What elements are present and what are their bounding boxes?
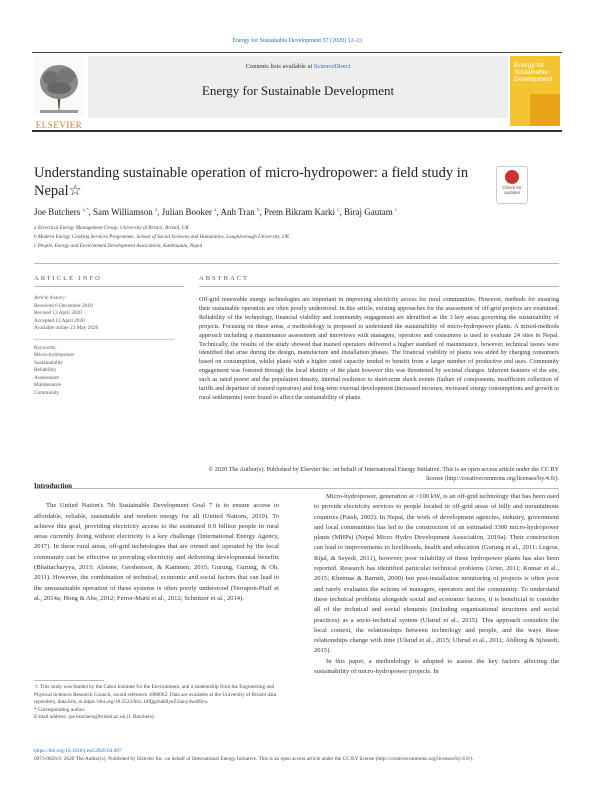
email-footnote[interactable]: E-mail address: joe.butchers@bristol.ac.uk (J. Butchers). (34, 714, 155, 721)
check-for-updates-badge[interactable] (496, 166, 528, 204)
body-paragraph: The United Nation's 7th Sustainable Development Goal 7 is to ensure access to affordable, reliable, sustainable and modern energy for all (United Nations, 2019). To achieve this goal, providing electricity access to the estimated 0.9 billion people in rural areas currently living without electricity is a key challenge (International Energy Agency, 2017). In these rural areas, off-grid technologies that are owned and operated by the local community can be effective in providing electricity and delivering developmental benefits (Bhattacharyya, 2013; Alstone, Gershenson, & Kammen, 2015; Gurung, Gurung, & Oh, 2011). However, the combination of technical, economic and social factors that can lead to the unsustainable operation of these systems is often poorly understood (Terrapon-Pfaff et al., 2014a; Hong & Abe, 2012; Ferrer-Martí et al., 2012; Schnitzer et al., 2014). (34, 502, 279, 602)
keyword: Reliability (34, 367, 57, 373)
contents-prefix: Contents lists available at (245, 63, 314, 70)
contents-line (88, 63, 508, 70)
author-affiliation-mark[interactable]: c (337, 208, 340, 213)
section-divider (34, 263, 559, 264)
affiliation-line: a Electrical Energy Management Group, University of Bristol, Bristol, UK (34, 225, 189, 231)
check-updates-label: Check for updates (502, 185, 522, 195)
history-label: Article history: (34, 295, 67, 301)
abstract-heading: ABSTRACT (199, 275, 249, 282)
author-affiliation-mark[interactable]: a (154, 208, 158, 213)
keywords-label: Keywords: (34, 344, 57, 351)
bottom-info (34, 748, 564, 764)
introduction-heading: Introduction (34, 482, 72, 490)
keyword: Maintenance (34, 382, 62, 388)
corresponding-footnote: * Corresponding author. (34, 706, 86, 713)
history-item: Received 6 December 2019 (34, 302, 93, 309)
author-name[interactable]: Prem Bikram Karki (263, 207, 335, 217)
body-right-column (314, 492, 559, 677)
body-paragraph: Micro-hydropower, generation at <100 kW, is an off-grid technology that has been used to provide electricity services to people located in off-grid areas of hilly and mountainous countries (Paish, 2002). In Nepal, the work of development agencies, industry, government and local communities has led to the construction of an estimated 3300 micro-hydropower plants (MHPs) (Nepal Micro Hydro Development Association, 2019a). Their construction can lead to improvements to livelihoods, health and education (Gurung et al., 2011; Legros, Rijal, & Seyedi, 2011), however, poor reliability of these hydropower plants has also been reported. Research has identified particular technical problems (Arter, 2011; Kumar et al., 2015; Khennas & Barnett, 2000) but post-installation monitoring of projects is often poor and rarely evaluates the actions of managers, operators and the community. To understand these technical problems alongside social and economic factors, it is beneficial to consider all of the technical and social elements (including organisational structures and social practices) as a socio-technical system (Ulsrud et al., 2015). This approach considers the local context, the relationships between technology and people, and the ways these relationships change with time (Ulsrud et al., 2015; Ulsrud et al., 2011; Ahlborg & Sjöstedt, 2015). (314, 493, 559, 655)
keyword: Community (34, 389, 60, 396)
article-info-panel (34, 295, 174, 397)
journal-title[interactable]: Energy for Sustainable Development (201, 83, 395, 98)
journal-cover-image (530, 94, 560, 126)
author-affiliation-mark[interactable]: c (394, 208, 398, 213)
affiliation-line: b Modern Energy Cooking Services Programme, School of Social Sciences and Humanities, Loughborough University, UK (34, 234, 290, 240)
body-left-column (34, 481, 279, 604)
sciencedirect-link[interactable]: ScienceDirect (313, 63, 351, 70)
abstract-rule (199, 286, 559, 287)
keyword: Assessment (34, 374, 60, 381)
keyword: Sustainability (34, 359, 64, 366)
author-list: Joe Butchers $^{a,*}$, Sam Williamson $^a$, Julian Booker $^a$, Anh Tran $^b$, Prem Bikram Karki $^c$, Biraj Gautam $^c$ (34, 207, 398, 217)
history-item: Accepted 13 April 2020 (34, 317, 85, 324)
author-affiliation-mark[interactable]: a (214, 208, 217, 213)
author-affiliation-mark[interactable]: b (256, 208, 260, 213)
footnote-rule (34, 680, 104, 681)
author-name[interactable]: Julian Booker (161, 207, 212, 217)
author-name[interactable]: Sam Williamson (92, 207, 153, 217)
doi-link[interactable]: https://doi.org/10.1016/j.esd.2020.04.007 (34, 748, 122, 754)
elsevier-wordmark: ELSEVIER (35, 120, 83, 130)
affiliation-line: c People, Energy and Environment Development Association, Kathmandu, Nepal (34, 243, 203, 249)
footnotes (34, 684, 279, 722)
check-updates-icon (505, 170, 519, 184)
article-title: Understanding sustainable operation of micro-hydropower: a field study in Nepal☆ (34, 165, 469, 199)
elsevier-tree-logo (34, 56, 84, 128)
journal-reference[interactable]: Energy for Sustainable Development 57 (2020) 12–21 (232, 38, 363, 44)
funding-footnote: ☆ This study was funded by the Cabot Institute for the Environment, and a studentship from the Engineering and Physical Sciences Research Council, award reference 1888062. Data are available at the University of Bristol data repository, data.bris, at https://doi.org/10.5523/bris.1t6fjgzbabllyeZ3iauy4wdt9yu. (34, 684, 277, 706)
author-name[interactable]: Anh Tran (220, 207, 255, 217)
header-top-rule (32, 52, 562, 53)
article-info-heading: ARTICLE INFO (34, 275, 102, 282)
license-line: 0973-0826/© 2020 The Author(s). Published by Elsevier Inc. on behalf of International Energy Initiative. This is an open access article under the CC BY license (http://creativecommons.org/licenses/by/4.0/). (34, 755, 474, 762)
header-bottom-rule (32, 130, 562, 132)
author-affiliation-mark[interactable]: a,* (82, 208, 89, 213)
copyright-notice: © 2020 The Author(s). Published by Elsevier Inc. on behalf of International Energy Initiative. This is an open access article under the CC BY license (http://creativecommons.org/licenses/by/4.0/). (208, 466, 559, 482)
history-item: Revised 13 April 2020 (34, 310, 82, 316)
article-info-divider (34, 339, 174, 340)
history-item: Available online 23 May 2020 (34, 325, 99, 331)
author-name[interactable]: Joe Butchers (34, 207, 81, 217)
keyword: Micro-hydropower (34, 352, 75, 358)
journal-cover-title: Energy for Sustainable Development (514, 62, 553, 83)
author-name[interactable]: Biraj Gautam (343, 207, 393, 217)
affiliations (34, 224, 554, 251)
abstract-text: Off-grid renewable energy technologies are important in improving electricity access for rural communities. However, methods for ensuring their sustainable operation are often poorly understood. In this article, existing approaches for the assessment of off-grid projects are examined. Reliability of the technology, financial viability and community engagement are identified as the 3 key areas governing the sustainability of projects. Focusing on these areas, a methodology is proposed to understand the sustainability of micro-hydropower plants. A mixed-methods approach including a maintenance assessment and interviews with managers, operators and consumers is used to evaluate 24 sites in Nepal. Technically, the results of the study showed that trained operators delivered a higher standard of maintenance, however, technical issues were identified that arise during the design, manufacture and installation phases. The financial viability of plants was aided by charging consumers based on consumption, whilst plants with a higher rated capacity tended to benefit from a larger number of productive end uses. Community engagement was fostered through the local identity of the plant however this was threatened by societal changes. Inherent features of the site, such as rated power and the population density, internal resilience to short-term shock events (failure of components, insufficient collection of tariffs and departure of trained operators) and long-term external development (increased incomes, increased energy consumptions and growth in rural settlements) were found to affect the sustainability of plants. (199, 296, 559, 401)
body-paragraph: In this paper, a methodology is adopted to assess the key factors affecting the sustainability of micro-hydropower projects. In (314, 657, 559, 676)
article-info-rule (34, 286, 184, 287)
